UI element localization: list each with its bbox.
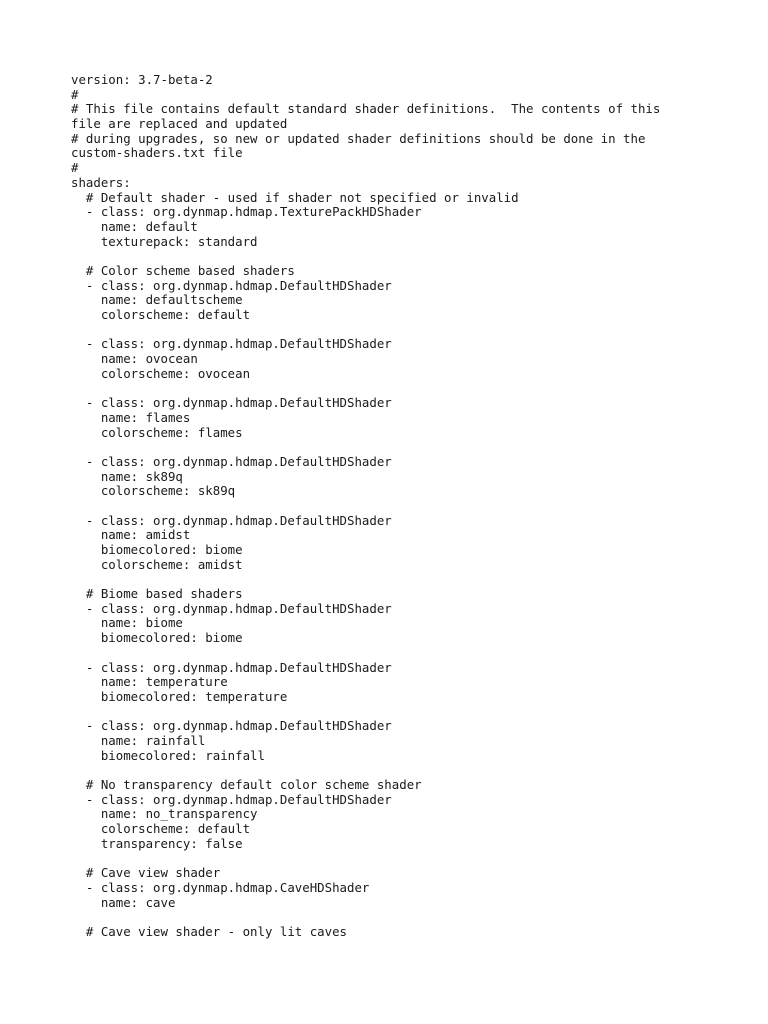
- text-line: file are replaced and updated: [71, 116, 288, 132]
- text-line: name: temperature: [71, 674, 228, 690]
- text-line: shaders:: [71, 174, 131, 190]
- text-line: - class: org.dynmap.hdmap.DefaultHDShader: [71, 453, 392, 469]
- text-line: name: flames: [71, 409, 191, 425]
- text-line: name: amidst: [71, 527, 191, 543]
- config-text-block: [71, 73, 751, 940]
- text-line: biomecolored: biome: [71, 630, 243, 646]
- text-line: biomecolored: biome: [71, 542, 243, 557]
- text-line: colorscheme: amidst: [71, 556, 243, 572]
- text-line: - class: org.dynmap.hdmap.DefaultHDShader: [71, 277, 392, 293]
- blank-line: [71, 440, 751, 455]
- text-line: # Biome based shaders: [71, 586, 243, 602]
- blank-line: [71, 249, 751, 264]
- text-line: colorscheme: flames: [71, 424, 243, 440]
- text-line: - class: org.dynmap.hdmap.DefaultHDShader: [71, 718, 392, 734]
- blank-line: [71, 910, 751, 925]
- text-line: colorscheme: ovocean: [71, 365, 251, 381]
- text-line: biomecolored: rainfall: [71, 747, 265, 763]
- blank-line: [71, 572, 751, 587]
- blank-line: [71, 646, 751, 661]
- text-line: name: rainfall: [71, 732, 206, 748]
- text-line: transparency: false: [71, 835, 243, 851]
- text-line: texturepack: standard: [71, 233, 258, 249]
- text-line: # Color scheme based shaders: [71, 262, 295, 278]
- text-line: name: biome: [71, 615, 183, 631]
- text-line: - class: org.dynmap.hdmap.DefaultHDShader: [71, 659, 392, 675]
- text-line: - class: org.dynmap.hdmap.DefaultHDShader: [71, 395, 392, 411]
- text-line: #: [71, 160, 79, 176]
- blank-line: [71, 381, 751, 396]
- text-line: name: default: [71, 218, 198, 234]
- text-line: name: ovocean: [71, 351, 198, 367]
- text-line: - class: org.dynmap.hdmap.CaveHDShader: [71, 879, 370, 895]
- text-line: - class: org.dynmap.hdmap.DefaultHDShader: [71, 336, 392, 352]
- text-line: biomecolored: temperature: [71, 688, 288, 704]
- text-line: - class: org.dynmap.hdmap.DefaultHDShader: [71, 512, 392, 528]
- blank-line: [71, 499, 751, 514]
- blank-line: [71, 851, 751, 866]
- blank-line: [71, 763, 751, 778]
- text-line: custom-shaders.txt file: [71, 145, 243, 161]
- text-line: version: 3.7-beta-2: [71, 72, 213, 87]
- text-line: - class: org.dynmap.hdmap.TexturePackHDShader: [71, 204, 422, 220]
- text-line: colorscheme: default: [71, 307, 251, 322]
- text-line: # Default shader - used if shader not specified or invalid: [71, 189, 519, 205]
- text-line: # during upgrades, so new or updated shader definitions should be done in the: [71, 130, 646, 146]
- text-line: - class: org.dynmap.hdmap.DefaultHDShader: [71, 600, 392, 616]
- text-line: # No transparency default color scheme shader: [71, 777, 422, 792]
- text-line: name: sk89q: [71, 468, 183, 484]
- text-line: colorscheme: default: [71, 821, 251, 837]
- blank-line: [71, 705, 751, 720]
- text-line: # This file contains default standard shader definitions. The contents of this: [71, 101, 661, 117]
- text-line: # Cave view shader - only lit caves: [71, 923, 348, 939]
- text-line: colorscheme: sk89q: [71, 483, 236, 499]
- text-line: name: no_transparency: [71, 806, 258, 822]
- text-line: #: [71, 86, 79, 102]
- text-line: - class: org.dynmap.hdmap.DefaultHDShader: [71, 791, 392, 807]
- text-line: name: cave: [71, 894, 176, 910]
- text-line: name: defaultscheme: [71, 292, 243, 308]
- blank-line: [71, 323, 751, 338]
- text-line: # Cave view shader: [71, 865, 221, 881]
